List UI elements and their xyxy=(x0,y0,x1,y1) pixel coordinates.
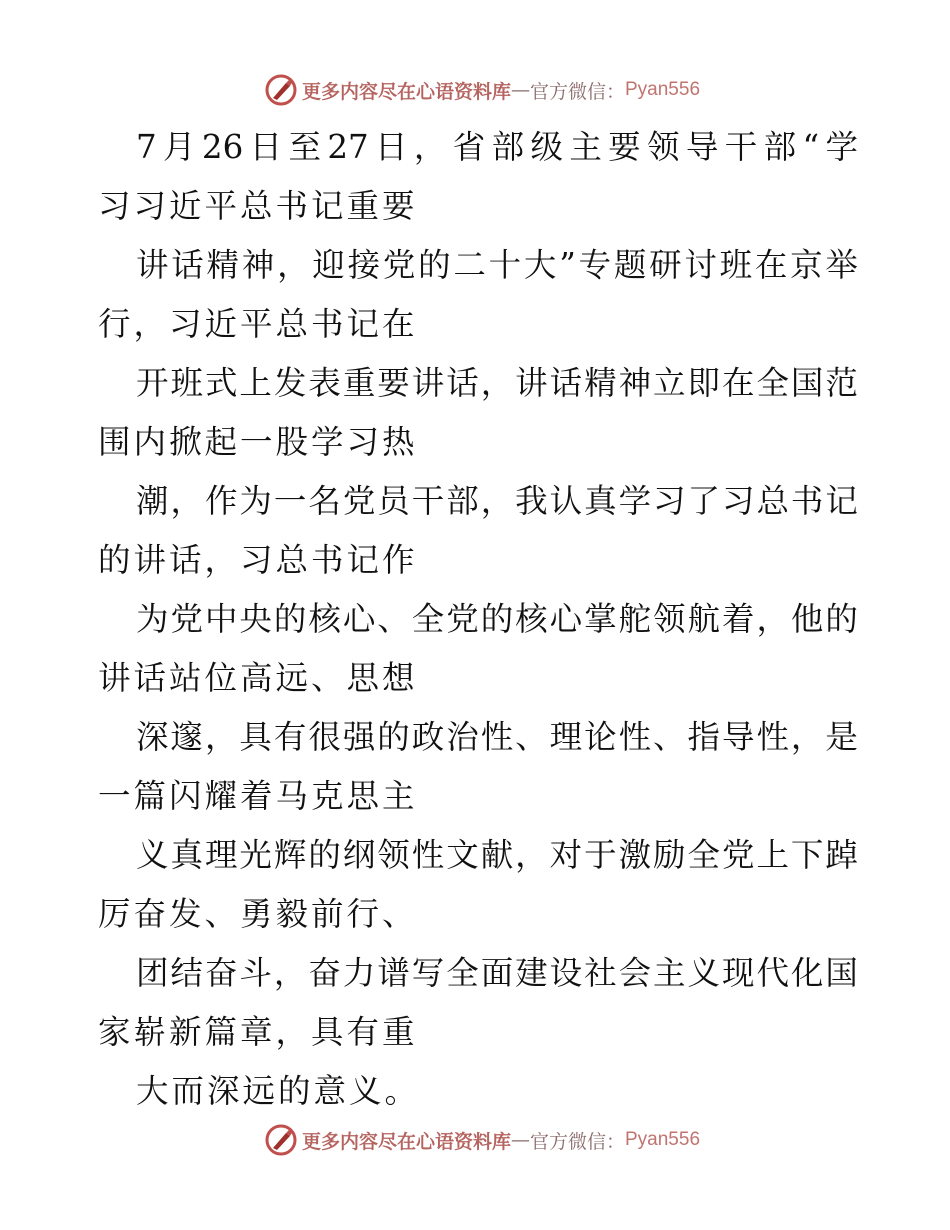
text-line: 讲 话 精 神 ， 迎 接 党 的 二 十 大 ” 专 题 研 讨 班 在 京 举 xyxy=(136,246,858,284)
banner-wechat-label: 官方微信： xyxy=(529,1130,625,1153)
banner-wechat-id: Pyan556 xyxy=(625,79,701,100)
text-line: 大而深远的意义。 xyxy=(136,1072,421,1110)
banner-dash: — xyxy=(510,1129,530,1151)
banner-content xyxy=(264,73,700,107)
text-line: 习习近平总书记重要 xyxy=(98,187,418,225)
quill-pen-logo-icon xyxy=(264,73,298,107)
banner-dash: — xyxy=(510,79,530,101)
text-line: 团 结 奋 斗 ， 奋 力 谱 写 全 面 建 设 社 会 主 义 现 代 化 国 xyxy=(136,954,858,992)
text-line: 7 月 26 日 至 27 日 ， 省 部 级 主 要 领 导 干 部 “ 学 xyxy=(136,128,858,166)
banner-wechat-id: Pyan556 xyxy=(625,1129,701,1150)
text-line: 潮 ， 作 为 一 名 党 员 干 部 ， 我 认 真 学 习 了 习 总 书 记 xyxy=(136,482,858,520)
text-line: 家崭新篇章，具有重 xyxy=(98,1013,418,1051)
footer-banner xyxy=(0,1120,950,1160)
text-line: 讲话站位高远、思想 xyxy=(98,659,418,697)
document-body xyxy=(98,118,858,1121)
quill-pen-logo-icon xyxy=(264,1123,298,1157)
banner-site-text: 更多内容尽在心语资料库 xyxy=(301,80,511,103)
header-banner xyxy=(0,70,950,110)
text-line: 一篇闪耀着马克思主 xyxy=(98,777,418,815)
text-line: 行，习近平总书记在 xyxy=(98,305,418,343)
text-line: 开 班 式 上 发 表 重 要 讲 话 ， 讲 话 精 神 立 即 在 全 国 范 xyxy=(136,364,858,402)
banner-wechat-label: 官方微信： xyxy=(529,80,625,103)
banner-site-text: 更多内容尽在心语资料库 xyxy=(301,1130,511,1153)
text-line: 的讲话，习总书记作 xyxy=(98,541,418,579)
text-line: 义 真 理 光 辉 的 纲 领 性 文 献 ， 对 于 激 励 全 党 上 下 踔 xyxy=(136,836,858,874)
banner-content xyxy=(264,1123,700,1157)
text-line: 为 党 中 央 的 核 心 、 全 党 的 核 心 掌 舵 领 航 着 ， 他 的 xyxy=(136,600,858,638)
text-line: 深 邃 ， 具 有 很 强 的 政 治 性 、 理 论 性 、 指 导 性 ， 是 xyxy=(136,718,858,756)
text-line: 厉奋发、勇毅前行、 xyxy=(98,895,418,933)
text-line: 围内掀起一股学习热 xyxy=(98,423,418,461)
